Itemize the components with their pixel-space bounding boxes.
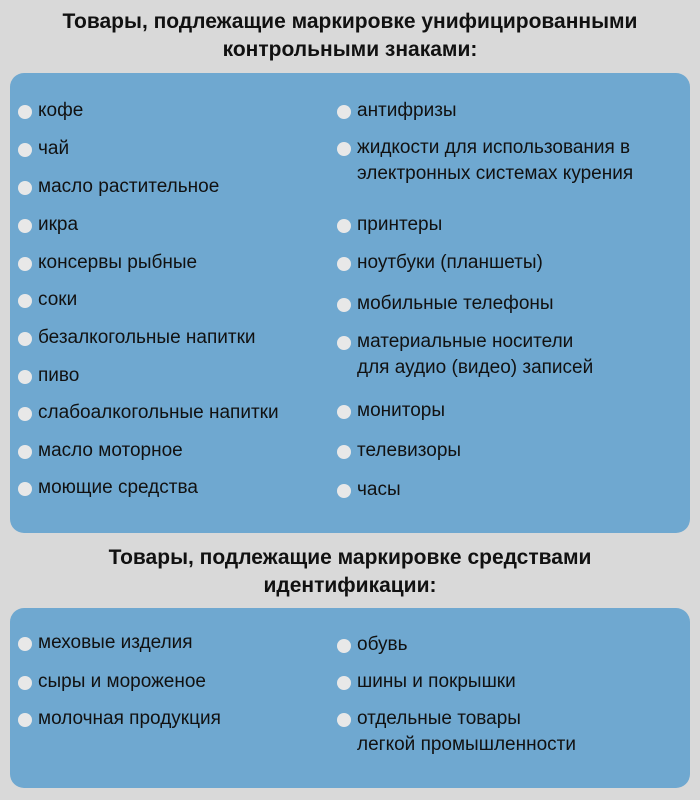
item-label: шины и покрышки: [357, 671, 516, 692]
item-label: безалкогольные напитки: [38, 327, 256, 348]
item-label: сыры и мороженое: [38, 671, 207, 692]
item-label: ноутбуки (планшеты): [357, 252, 543, 273]
circle-bullet-icon: [18, 105, 32, 119]
item-label: телевизоры: [357, 440, 462, 461]
section1-heading-line2: контрольными знаками:: [222, 38, 478, 61]
item-label: отдельные товары: [357, 708, 521, 729]
section1-heading-line1: Товары, подлежащие маркировке унифицированными: [62, 10, 638, 33]
circle-bullet-icon: [337, 676, 351, 690]
item-label: консервы рыбные: [38, 252, 198, 273]
item-label: кофе: [38, 100, 84, 121]
circle-bullet-icon: [18, 713, 32, 727]
circle-bullet-icon: [337, 219, 351, 233]
item-label: масло растительное: [38, 176, 220, 197]
circle-bullet-icon: [337, 336, 351, 350]
circle-bullet-icon: [337, 713, 351, 727]
item-label: меховые изделия: [38, 632, 193, 653]
circle-bullet-icon: [18, 482, 32, 496]
item-label: легкой промышленности: [357, 734, 576, 755]
circle-bullet-icon: [337, 484, 351, 498]
item-label: икра: [38, 214, 79, 235]
item-label: для аудио (видео) записей: [357, 357, 594, 378]
item-label: мобильные телефоны: [357, 293, 554, 314]
item-label: жидкости для использования в: [357, 137, 631, 158]
circle-bullet-icon: [18, 445, 32, 459]
circle-bullet-icon: [337, 445, 351, 459]
item-label: материальные носители: [357, 331, 574, 352]
item-label: соки: [38, 289, 78, 310]
circle-bullet-icon: [18, 143, 32, 157]
section2-heading-line2: идентификации:: [263, 574, 437, 597]
item-label: электронных системах курения: [357, 163, 634, 184]
item-label: слабоалкогольные напитки: [38, 402, 279, 423]
item-label: мониторы: [357, 400, 446, 421]
circle-bullet-icon: [18, 637, 32, 651]
circle-bullet-icon: [337, 257, 351, 271]
item-label: масло моторное: [38, 440, 183, 461]
circle-bullet-icon: [337, 639, 351, 653]
item-label: принтеры: [357, 214, 443, 235]
item-label: часы: [357, 479, 401, 500]
item-label: антифризы: [357, 100, 457, 121]
circle-bullet-icon: [18, 219, 32, 233]
circle-bullet-icon: [337, 105, 351, 119]
circle-bullet-icon: [18, 407, 32, 421]
circle-bullet-icon: [18, 332, 32, 346]
circle-bullet-icon: [337, 405, 351, 419]
circle-bullet-icon: [337, 298, 351, 312]
circle-bullet-icon: [18, 294, 32, 308]
item-label: чай: [38, 138, 70, 159]
item-label: молочная продукция: [38, 708, 221, 729]
section2-heading: [0, 544, 700, 600]
circle-bullet-icon: [18, 257, 32, 271]
section2-heading-line1: Товары, подлежащие маркировке средствами: [108, 546, 592, 569]
item-label: обувь: [357, 634, 408, 655]
section1-heading: [0, 8, 700, 64]
circle-bullet-icon: [18, 370, 32, 384]
circle-bullet-icon: [337, 142, 351, 156]
item-label: моющие средства: [38, 477, 198, 498]
circle-bullet-icon: [18, 676, 32, 690]
item-label: пиво: [38, 365, 80, 386]
circle-bullet-icon: [18, 181, 32, 195]
